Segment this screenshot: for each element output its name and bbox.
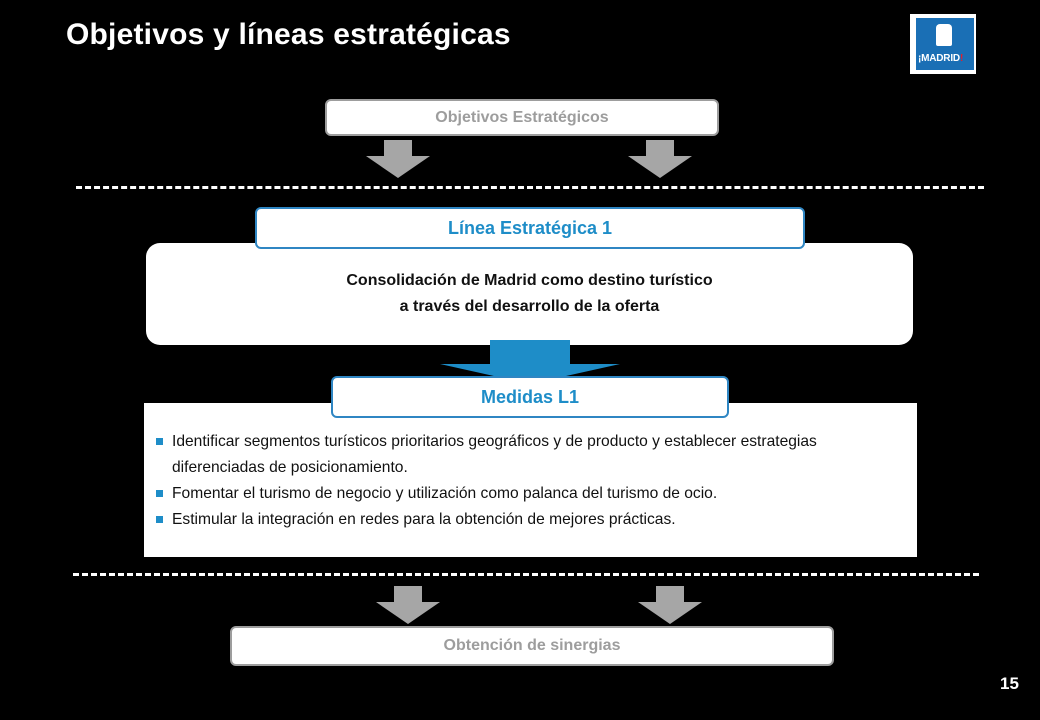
measure-text: Fomentar el turismo de negocio y utilización como palanca del turismo de ocio. [172, 485, 718, 502]
dashed-divider-top [76, 186, 984, 189]
measures-header: Medidas L1 [331, 376, 729, 418]
madrid-logo [910, 14, 976, 74]
down-arrow-icon [366, 140, 430, 178]
bullet-icon [156, 490, 163, 497]
page-title: Objetivos y líneas estratégicas [66, 18, 511, 51]
list-item [150, 507, 887, 533]
measures-list [144, 403, 917, 533]
madrid-logo-mark [916, 18, 974, 70]
page-number: 15 [1000, 674, 1019, 693]
strategic-line-header: Línea Estratégica 1 [255, 207, 805, 249]
measure-text: Identificar segmentos turísticos prioritarios geográficos y de producto y establecer estrategias diferenciadas de posicionamiento. [172, 433, 817, 476]
line-description-box [146, 243, 913, 345]
down-arrow-icon [376, 586, 440, 624]
list-item [150, 429, 887, 481]
measures-box [144, 403, 917, 557]
synergies-box: Obtención de sinergias [230, 626, 834, 666]
bear-icon [936, 24, 952, 46]
down-arrow-icon [628, 140, 692, 178]
down-arrow-icon [638, 586, 702, 624]
bullet-icon [156, 438, 163, 445]
line-description-2: a través del desarrollo de la oferta [399, 298, 660, 315]
madrid-logo-text: ¡MADRID! [918, 53, 964, 64]
line-description-1: Consolidación de Madrid como destino turístico [346, 272, 713, 289]
strategic-objectives-box: Objetivos Estratégicos [325, 99, 719, 136]
list-item [150, 481, 887, 507]
measure-text: Estimular la integración en redes para la obtención de mejores prácticas. [172, 511, 676, 528]
bullet-icon [156, 516, 163, 523]
dashed-divider-bottom [73, 573, 979, 576]
